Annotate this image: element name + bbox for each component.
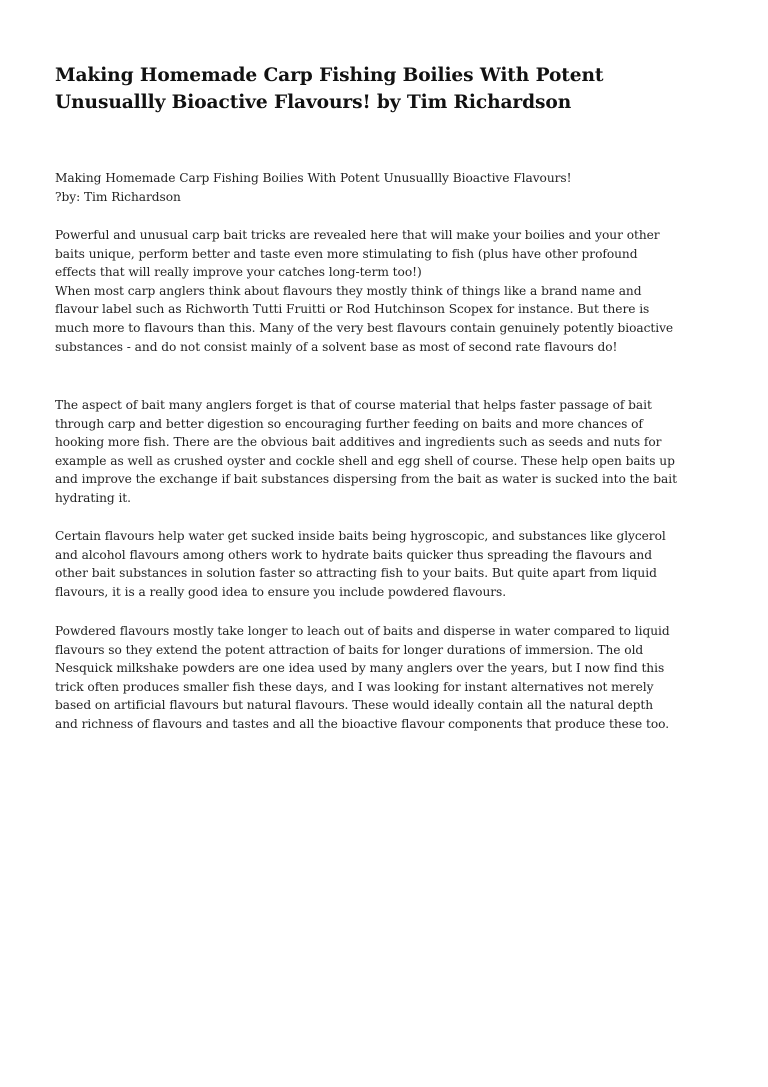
document-page [55,0,717,731]
page-title [55,0,717,116]
paragraph-hygroscopic-flavours: Certain flavours help water get sucked inside baits being hygroscopic, and substances like glycerol and alcohol flavours among others work to hydrate baits quicker thus spreading the flavours and other bait substances in solution faster so attracting fish to your baits. But quite apart from liquid flavours, it is a really good idea to ensure you include powdered flavours. [55,529,666,599]
title-line-2: Unusuallly Bioactive Flavours! by Tim Richardson [55,92,572,113]
article-header: Making Homemade Carp Fishing Boilies With Potent Unusuallly Bioactive Flavours! ?by: Tim Richardson [55,171,572,204]
title-line-1: Making Homemade Carp Fishing Boilies With Potent [55,65,604,86]
paragraph-intro: Powerful and unusual carp bait tricks are revealed here that will make your boilies and your other baits unique, perform better and taste even more stimulating to fish (plus have other profound effects that will really improve your catches long-term too!) When most carp anglers think about flavours they mostly think of things like a brand name and flavour label such as Richworth Tutti Fruitti or Rod Hutchinson Scopex for instance. But there is much more to flavours than this. Many of the very best flavours contain genuinely potently bioactive substances - and do not consist mainly of a solvent base as most of second rate flavours do! [55,228,674,354]
paragraph-bait-material: The aspect of bait many anglers forget is that of course material that helps faster passage of bait through carp and better digestion so encouraging further feeding on baits and more chances of hooking more fish. There are the obvious bait additives and ingredients such as seeds and nuts for example as well as crushed oyster and cockle shell and egg shell of course. These help open baits up and improve the exchange if bait substances dispersing from the bait as water is sucked into the bait hydrating it. [55,398,677,505]
paragraph-powdered-flavours: Powdered flavours mostly take longer to leach out of baits and disperse in water compared to liquid flavours so they extend the potent attraction of baits for longer durations of immersion. The old Nesquick milkshake powders are one idea used by many anglers over the years, but I now find this trick often produces smaller fish these days, and I was looking for instant alternatives not merely based on artificial flavours but natural flavours. These would ideally contain all the natural depth and richness of flavours and tastes and all the bioactive flavour components that produce these too. [55,624,670,731]
